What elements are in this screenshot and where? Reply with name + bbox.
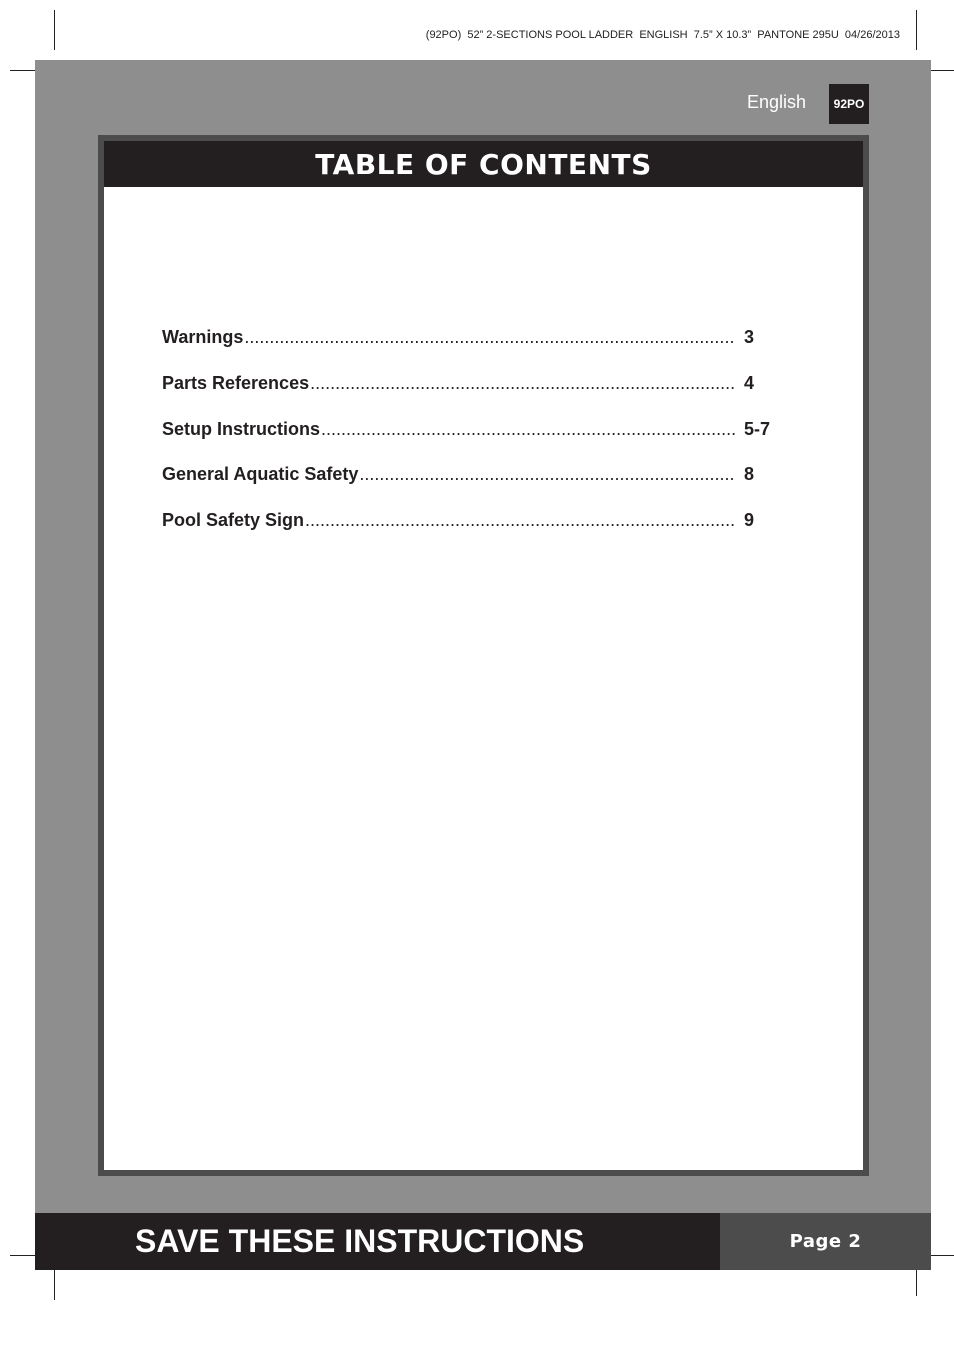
toc-entry-page: 9 (744, 510, 755, 530)
dot-leader (359, 464, 736, 485)
toc-entry-label: Pool Safety Sign (162, 510, 305, 530)
dot-leader (321, 419, 736, 440)
toc-entry-parts-references[interactable] (162, 373, 774, 419)
crop-mark (54, 10, 55, 50)
toc-entry-page: 4 (744, 372, 755, 393)
toc-entry-label: Setup Instructions (162, 418, 321, 439)
footer-bar (35, 1213, 931, 1270)
toc-entry-label: Parts References (162, 372, 310, 393)
language-label: English (747, 92, 807, 112)
toc-entry-pool-safety-sign[interactable] (162, 510, 774, 556)
toc-entry-page: 3 (744, 327, 755, 347)
model-code-badge: 92PO (829, 84, 869, 124)
footer-title: SAVE THESE INSTRUCTIONS (135, 1223, 585, 1259)
toc-entry-setup-instructions[interactable] (162, 419, 774, 465)
toc-entry-general-aquatic-safety[interactable] (162, 464, 774, 510)
crop-mark (916, 10, 917, 50)
toc-title: TABLE OF CONTENTS (104, 141, 863, 187)
page-number: Page 2 (789, 1231, 862, 1252)
toc-entry-warnings[interactable] (162, 327, 774, 373)
crop-mark (54, 1270, 55, 1300)
toc-entry-label: Warnings (162, 327, 244, 347)
toc-list (162, 327, 774, 556)
toc-entry-page: 8 (744, 464, 755, 485)
dot-leader (305, 510, 736, 531)
toc-entry-label: General Aquatic Safety (162, 464, 359, 485)
toc-panel (98, 135, 869, 1176)
dot-leader (310, 373, 736, 394)
footer-page-box (720, 1213, 931, 1270)
crop-mark (916, 1270, 917, 1296)
print-spec-line: (92PO) 52” 2-SECTIONS POOL LADDER ENGLISH 7.5” X 10.3” PANTONE 295U 04/26/2013 (425, 29, 900, 41)
dot-leader (244, 327, 736, 348)
toc-entry-page: 5-7 (744, 418, 771, 439)
